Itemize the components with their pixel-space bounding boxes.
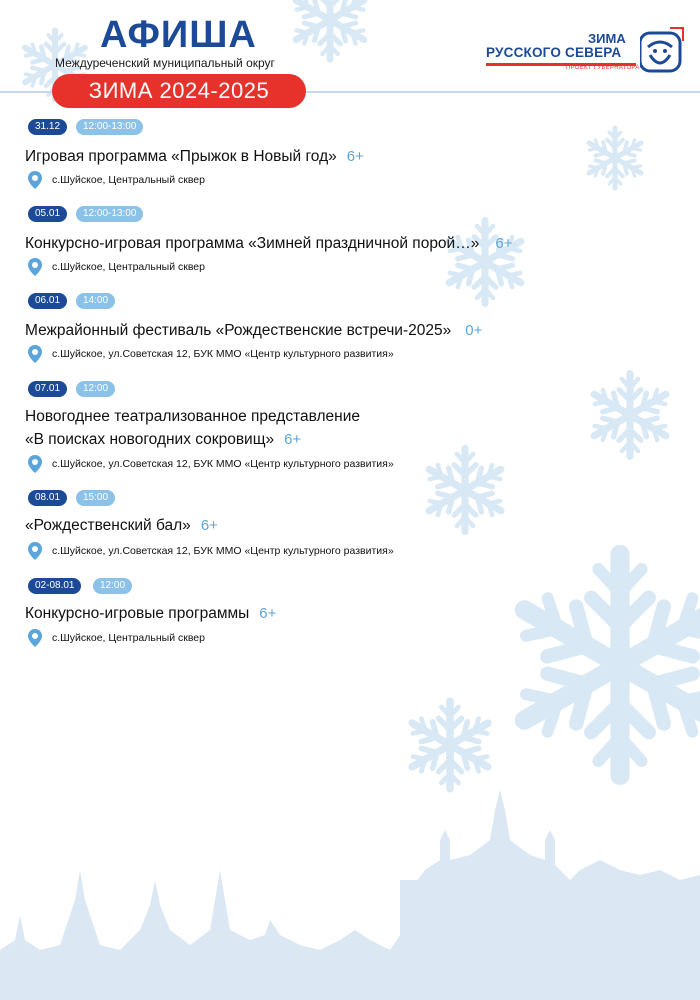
location-pin-icon bbox=[28, 629, 42, 647]
event-title-text: Игровая программа «Прыжок в Новый год» bbox=[25, 148, 337, 165]
location-text: с.Шуйское, Центральный сквер bbox=[52, 632, 205, 644]
snowflake-icon bbox=[510, 555, 700, 776]
project-logo bbox=[486, 27, 686, 73]
date-badge: 05.01 bbox=[28, 206, 67, 222]
time-badge: 12:00-13:00 bbox=[76, 206, 143, 222]
event-title bbox=[25, 232, 512, 255]
santa-emblem-icon bbox=[640, 27, 684, 73]
logo-line-2: РУССКОГО СЕВЕРА bbox=[486, 45, 622, 60]
snowflake-icon bbox=[291, 0, 369, 59]
location-text: с.Шуйское, ул.Советская 12, БУК ММО «Центр культурного развития» bbox=[52, 545, 394, 557]
location-text: с.Шуйское, ул.Советская 12, БУК ММО «Центр культурного развития» bbox=[52, 458, 394, 470]
event-title bbox=[25, 405, 360, 428]
time-badge: 12:00 bbox=[76, 381, 115, 397]
snowflake-icon bbox=[585, 128, 645, 188]
age-rating: 6+ bbox=[284, 431, 302, 448]
event-title-text: «Рождественский бал» bbox=[25, 517, 191, 534]
event-title-text: Конкурсно-игровая программа «Зимней праздничной порой…» bbox=[25, 235, 480, 252]
page-title: АФИША bbox=[100, 14, 257, 56]
location-pin-icon bbox=[28, 258, 42, 276]
district-subtitle: Междуреченский муниципальный округ bbox=[55, 56, 275, 70]
location-pin-icon bbox=[28, 542, 42, 560]
time-badge: 14:00 bbox=[76, 293, 115, 309]
location-pin-icon bbox=[28, 345, 42, 363]
snowflake-icon bbox=[406, 701, 493, 788]
age-rating: 6+ bbox=[200, 517, 218, 534]
event-title bbox=[25, 145, 364, 168]
date-badge: 08.01 bbox=[28, 490, 67, 506]
location-text: с.Шуйское, Центральный сквер bbox=[52, 174, 205, 186]
time-badge: 12:00-13:00 bbox=[76, 119, 143, 135]
time-badge: 12:00 bbox=[93, 578, 132, 594]
date-badge: 06.01 bbox=[28, 293, 67, 309]
age-rating: 0+ bbox=[465, 322, 483, 339]
date-badge: 02-08.01 bbox=[28, 578, 81, 594]
event-title-text: «В поисках новогодних сокровищ» bbox=[25, 431, 275, 448]
event-title-text: Межрайонный фестиваль «Рождественские встречи-2025» bbox=[25, 322, 452, 339]
location-pin-icon bbox=[28, 171, 42, 189]
logo-line-1: ЗИМА bbox=[588, 31, 626, 46]
location-text: с.Шуйское, ул.Советская 12, БУК ММО «Центр культурного развития» bbox=[52, 348, 394, 360]
event-title bbox=[25, 514, 218, 537]
season-banner: ЗИМА 2024-2025 bbox=[52, 74, 306, 108]
time-badge: 15:00 bbox=[76, 490, 115, 506]
event-title-text: Конкурсно-игровые программы bbox=[25, 605, 250, 622]
event-title bbox=[25, 602, 276, 625]
event-title-text: Новогоднее театрализованное представление bbox=[25, 408, 361, 425]
location-text: с.Шуйское, Центральный сквер bbox=[52, 261, 205, 273]
date-badge: 07.01 bbox=[28, 381, 67, 397]
snowflake-icon bbox=[589, 374, 672, 457]
event-title-line-2 bbox=[25, 428, 301, 451]
date-badge: 31.12 bbox=[28, 119, 67, 135]
event-title bbox=[25, 319, 482, 342]
location-pin-icon bbox=[28, 455, 42, 473]
age-rating: 6+ bbox=[495, 235, 513, 252]
age-rating: 6+ bbox=[259, 605, 277, 622]
snowflake-icon bbox=[424, 449, 507, 532]
logo-line-3: ПРОЕКТ ГУБЕРНАТОРА bbox=[566, 65, 640, 71]
age-rating: 6+ bbox=[346, 148, 364, 165]
